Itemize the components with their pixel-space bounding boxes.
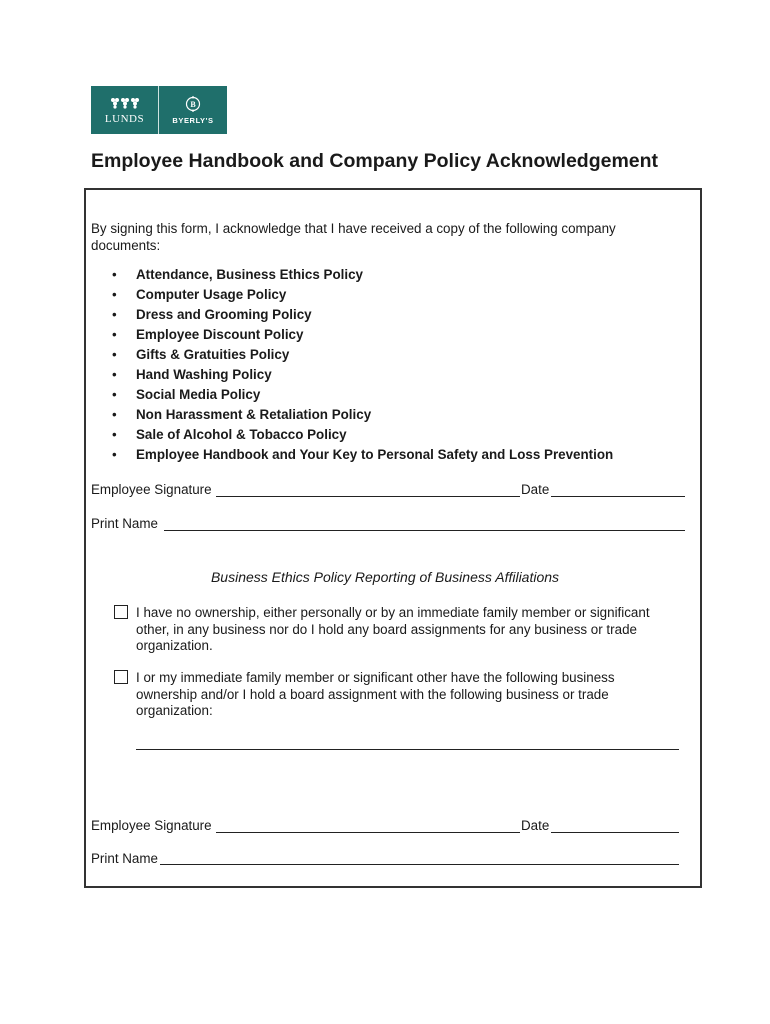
has-affiliation-text: I or my immediate family member or significant other have the following business ownership and/or I hold a board assignment with the following business or trade organization: bbox=[136, 670, 615, 718]
signature-label-2: Employee Signature bbox=[91, 818, 212, 833]
bullet-icon: • bbox=[112, 287, 117, 302]
signature-field-2[interactable] bbox=[216, 832, 520, 833]
document-list bbox=[110, 266, 613, 466]
print-name-label-2: Print Name bbox=[91, 851, 158, 866]
byerlys-wordmark: BYERLY'S bbox=[172, 115, 214, 125]
no-affiliation-checkbox[interactable] bbox=[114, 605, 128, 619]
company-logo bbox=[91, 86, 227, 134]
list-item: • Employee Handbook and Your Key to Personal Safety and Loss Prevention bbox=[112, 447, 614, 462]
bullet-icon: • bbox=[112, 327, 117, 342]
bullet-icon: • bbox=[112, 427, 117, 442]
signature-field[interactable] bbox=[216, 496, 520, 497]
bullet-icon: • bbox=[112, 307, 117, 322]
byerlys-logo bbox=[159, 86, 227, 134]
print-name-field[interactable] bbox=[164, 530, 685, 531]
date-field-2[interactable] bbox=[551, 832, 679, 833]
grape-cluster-icon bbox=[108, 96, 142, 110]
print-name-field-2[interactable] bbox=[160, 864, 679, 865]
bullet-icon: • bbox=[112, 447, 117, 462]
lunds-logo bbox=[91, 86, 158, 134]
list-item: • Dress and Grooming Policy bbox=[112, 307, 312, 322]
bullet-icon: • bbox=[112, 267, 117, 282]
bullet-icon: • bbox=[112, 367, 117, 382]
list-item: • Hand Washing Policy bbox=[112, 367, 272, 382]
list-item: • Non Harassment & Retaliation Policy bbox=[112, 407, 372, 422]
page-title: Employee Handbook and Company Policy Acknowledgement bbox=[91, 150, 659, 172]
list-item: • Computer Usage Policy bbox=[112, 287, 287, 302]
signature-label: Employee Signature bbox=[91, 482, 212, 497]
date-field[interactable] bbox=[551, 496, 685, 497]
bullet-icon: • bbox=[112, 387, 117, 402]
bullet-icon: • bbox=[112, 347, 117, 362]
list-item: • Gifts & Gratuities Policy bbox=[112, 347, 290, 362]
date-label-2: Date bbox=[521, 818, 550, 833]
intro-text: By signing this form, I acknowledge that I have received a copy of the following company documents: bbox=[91, 221, 616, 253]
list-item: • Social Media Policy bbox=[112, 387, 261, 402]
has-affiliation-checkbox[interactable] bbox=[114, 670, 128, 684]
list-item: • Employee Discount Policy bbox=[112, 327, 304, 342]
date-label: Date bbox=[521, 482, 550, 497]
bullet-icon: • bbox=[112, 407, 117, 422]
affiliations-heading: Business Ethics Policy Reporting of Business Affiliations bbox=[210, 569, 560, 585]
no-affiliation-text: I have no ownership, either personally or by an immediate family member or significant other, in any business nor do I hold any board assignments for any business or trade organization. bbox=[136, 605, 650, 653]
affiliation-details-field[interactable] bbox=[136, 749, 679, 750]
print-name-label: Print Name bbox=[91, 516, 158, 531]
svg-text:B: B bbox=[190, 99, 196, 109]
b-monogram-icon bbox=[185, 96, 201, 112]
list-item: • Sale of Alcohol & Tobacco Policy bbox=[112, 427, 347, 442]
lunds-wordmark: LUNDS bbox=[104, 112, 145, 125]
list-item: • Attendance, Business Ethics Policy bbox=[112, 267, 363, 282]
